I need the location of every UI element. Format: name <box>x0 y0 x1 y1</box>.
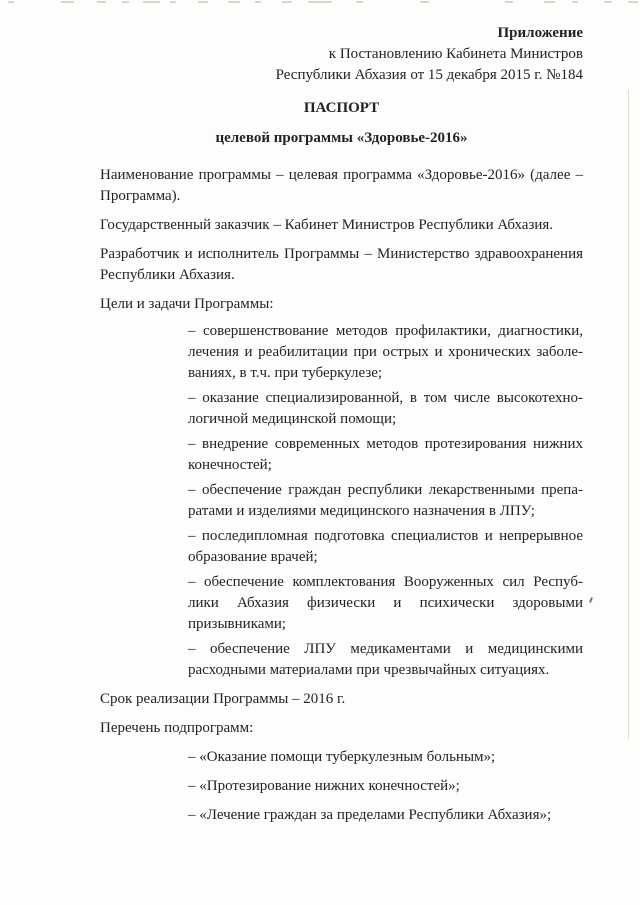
text-line: – совершенствование методов профилактики, диагностики, <box>188 323 583 339</box>
text-line: – оказание специализированной, в том числе высокотехно- <box>188 390 583 406</box>
text-line: образование врачей; <box>188 549 318 565</box>
goals-label: Цели и задачи Программы: <box>100 296 274 312</box>
text-line: ратами и изделиями медицинского назначения в ЛПУ; <box>188 503 535 519</box>
scan-noise-dash <box>544 1 555 3</box>
text-line: – обеспечение комплектования Вооруженных сил Респуб- <box>188 574 583 590</box>
text-line: лики Абхазия физически и психически здоровыми <box>188 595 583 611</box>
goal-item <box>188 572 583 635</box>
text-line: Разработчик и исполнитель Программы – Министерство здравоохранения <box>100 246 583 262</box>
text-line: конечностей; <box>188 457 272 473</box>
text-line: призывниками; <box>188 616 287 632</box>
text-line: – обеспечение ЛПУ медикаментами и медицинскими <box>188 641 583 657</box>
paragraph-state-customer <box>100 215 583 236</box>
goals-list <box>188 321 583 681</box>
goal-item <box>188 639 583 681</box>
appendix-label: Приложение <box>497 25 583 41</box>
decree-reference-line-2: Республики Абхазия от 15 декабря 2015 г. №184 <box>275 67 583 83</box>
text-line: Государственный заказчик – Кабинет Министров Республики Абхазия. <box>100 217 554 233</box>
scan-noise-dash <box>255 1 261 3</box>
scan-noise-dash <box>122 1 129 3</box>
paragraph-developer <box>100 244 583 286</box>
text-line: – внедрение современных методов протезирования нижних <box>188 436 583 452</box>
term-paragraph: Срок реализации Программы – 2016 г. <box>100 691 346 707</box>
goal-item <box>188 480 583 522</box>
text-line: расходными материалами при чрезвычайных ситуациях. <box>188 662 550 678</box>
scan-noise-dash <box>572 1 578 3</box>
text-line: логичной медицинской помощи; <box>188 411 397 427</box>
scan-noise-dash <box>8 1 14 3</box>
scan-stray-mark <box>589 597 593 603</box>
document-title: ПАСПОРТ <box>303 100 380 116</box>
scan-noise-dash <box>308 1 332 3</box>
scan-noise-dash <box>604 1 612 3</box>
scan-noise-dash <box>198 1 208 3</box>
subprograms-list <box>100 747 583 826</box>
scan-noise-dash <box>228 1 240 3</box>
document-subtitle: целевой программы «Здоровье-2016» <box>215 130 468 146</box>
text-line: Республики Абхазия. <box>100 267 235 283</box>
scan-noise-dash <box>143 1 160 3</box>
text-line: – последипломная подготовка специалистов и непрерывное <box>188 528 583 544</box>
scan-noise-dash <box>170 1 176 3</box>
scan-noise-dash <box>356 1 363 3</box>
paragraph-program-name <box>100 165 583 207</box>
subprogram-item: – «Лечение граждан за пределами Республики Абхазия»; <box>188 807 552 823</box>
subprograms-label: Перечень подпрограмм: <box>100 720 254 736</box>
scan-noise-dash <box>505 1 513 3</box>
decree-reference-line-1: к Постановлению Кабинета Министров <box>328 46 583 62</box>
text-line: Наименование программы – целевая программа «Здоровье-2016» (далее – <box>100 167 583 183</box>
goal-item <box>188 434 583 476</box>
scan-noise-dash <box>282 1 292 3</box>
text-line: лечения и реабилитации при острых и хронических заболе- <box>188 344 583 360</box>
text-line: – обеспечение граждан республики лекарственными препа- <box>188 482 583 498</box>
subprogram-item: – «Протезирование нижних конечностей»; <box>188 778 460 794</box>
text-line: Программа). <box>100 188 181 204</box>
goal-item <box>188 388 583 430</box>
scan-edge-line <box>628 90 629 740</box>
scan-noise-dash <box>61 1 74 3</box>
scan-noise-dash <box>628 1 638 3</box>
scan-noise-dash <box>97 1 106 3</box>
goal-item <box>188 526 583 568</box>
document-header <box>100 23 583 86</box>
subprogram-item: – «Оказание помощи туберкулезным больным»; <box>188 749 496 765</box>
scan-noise-dash <box>420 1 429 3</box>
goal-item <box>188 321 583 384</box>
text-line: ваниях, в т.ч. при туберкулезе; <box>188 365 383 381</box>
